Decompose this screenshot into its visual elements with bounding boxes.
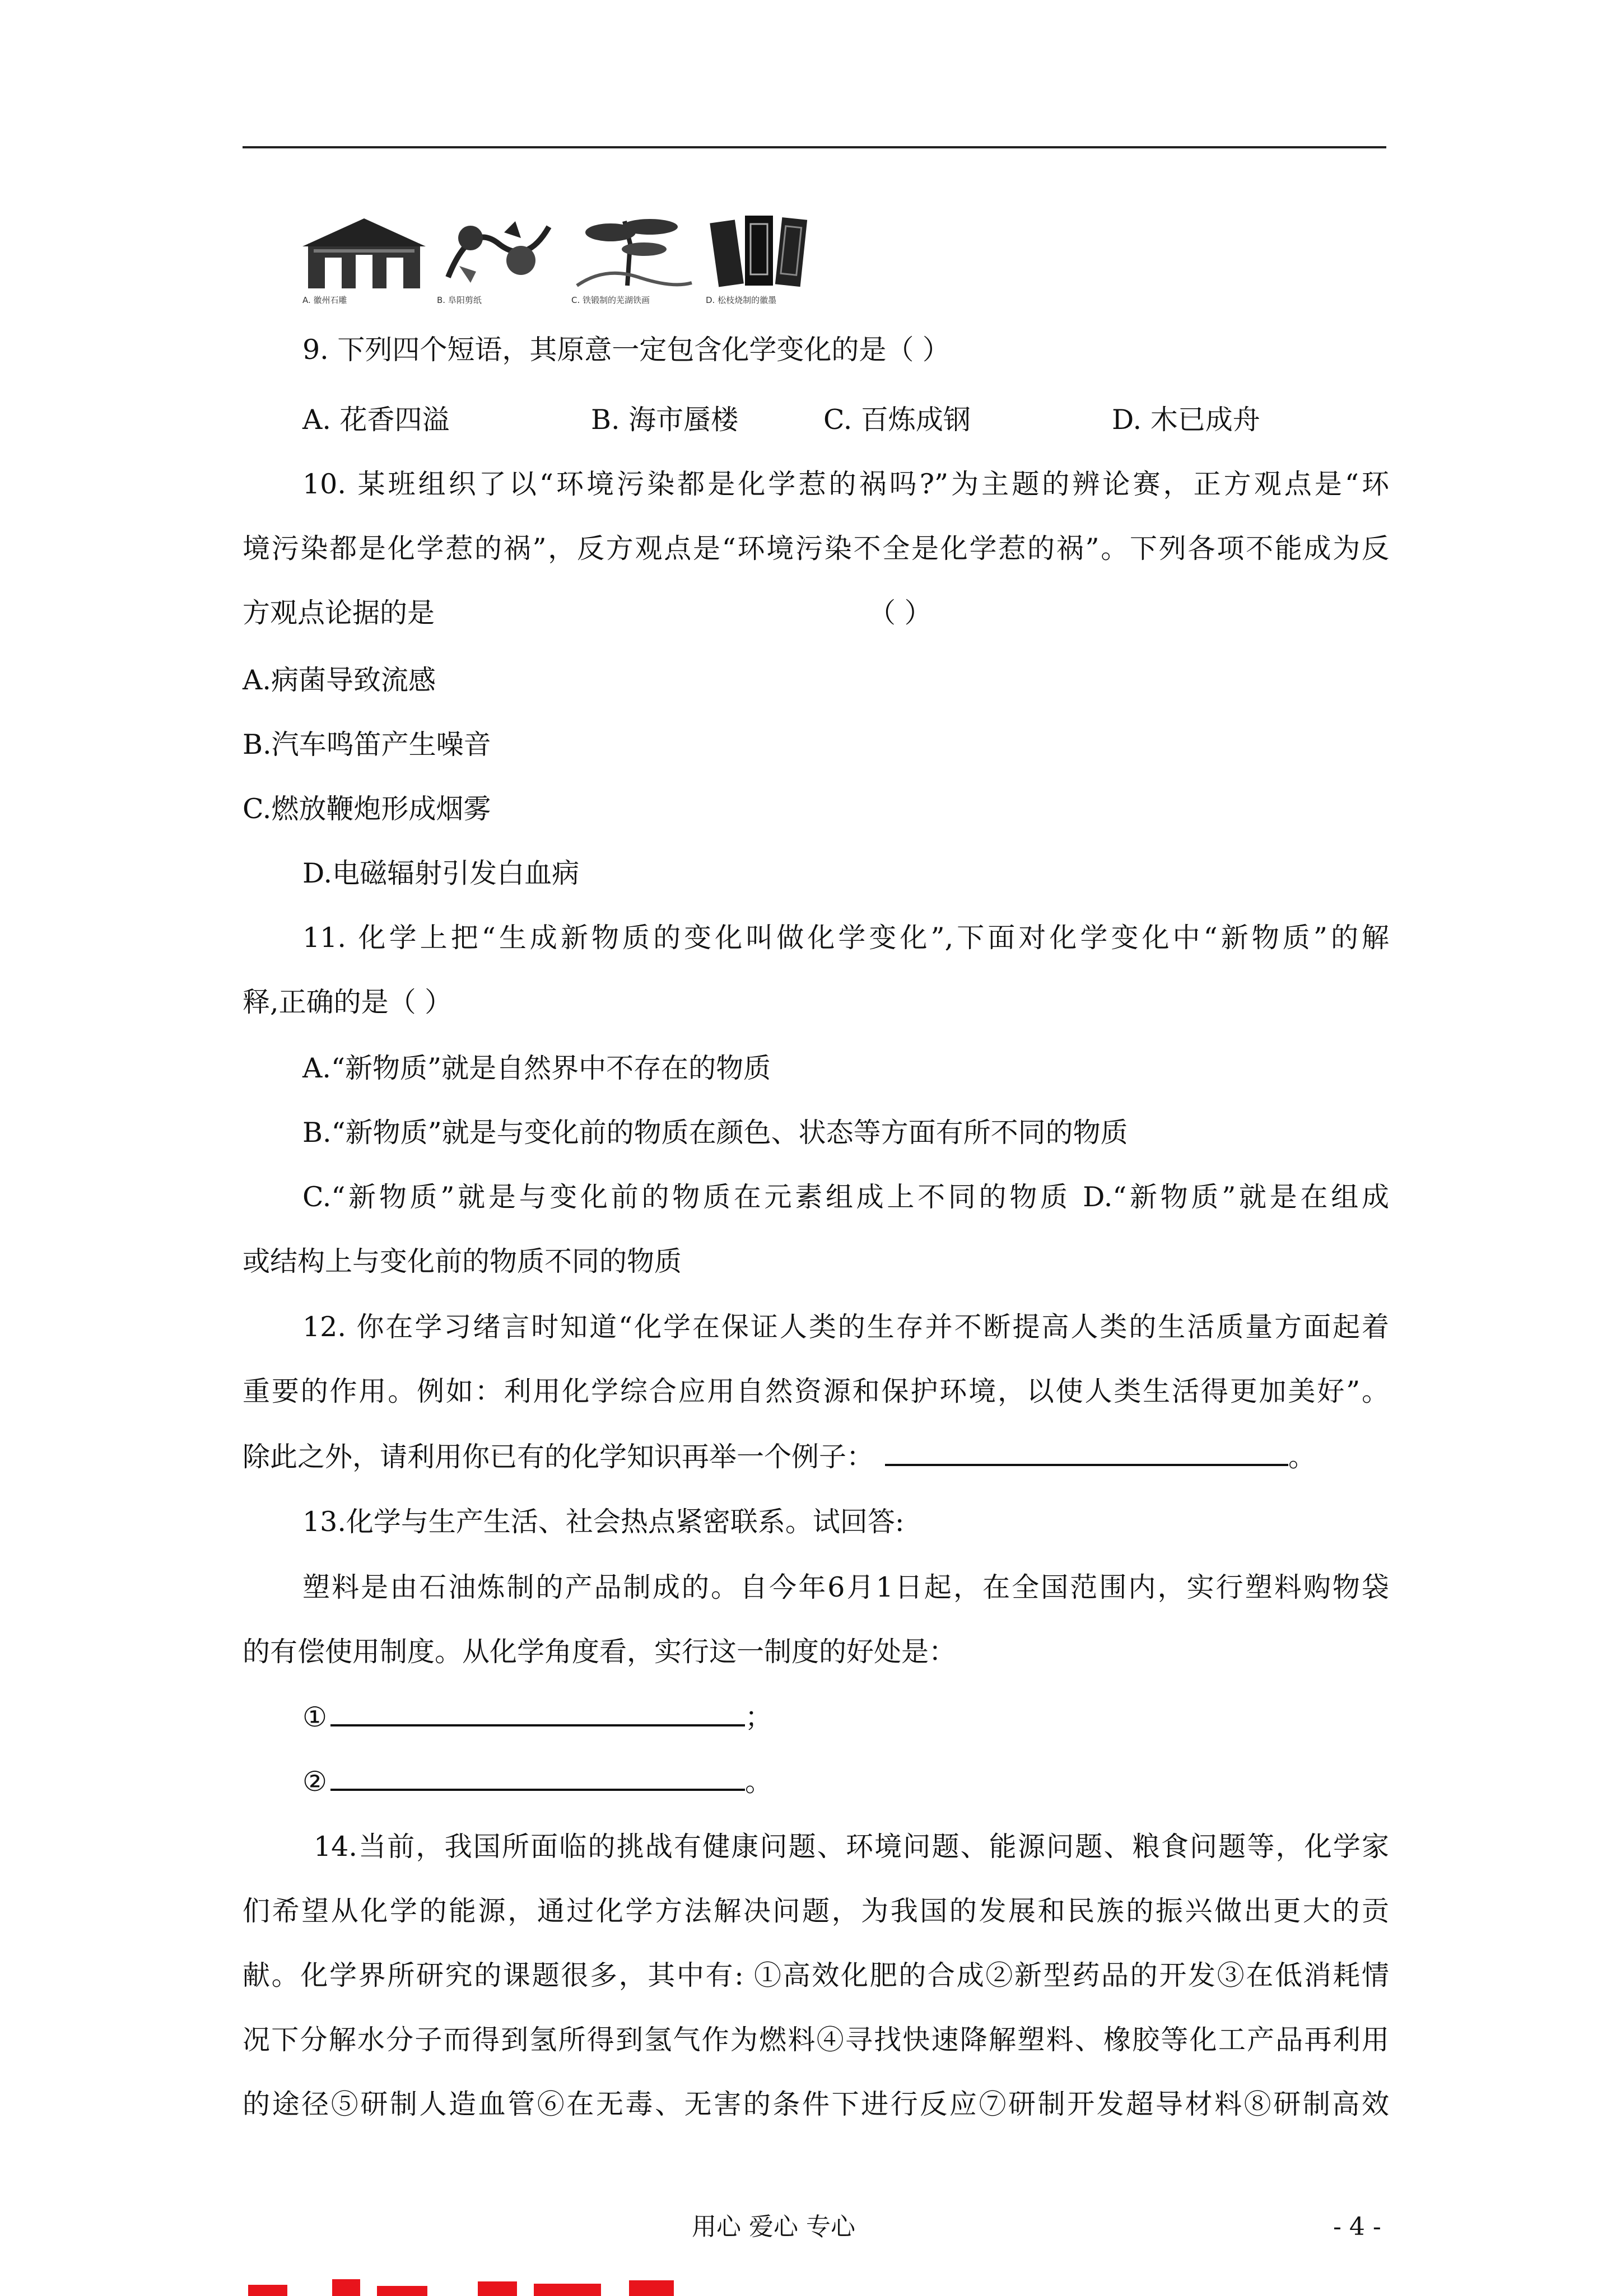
q13-mark-1: ① (302, 1701, 327, 1733)
figure-caption: A. 徽州石雕 (302, 295, 347, 305)
question-14-line-5: 的途径⑤研制人造血管⑥在无毒、无害的条件下进行反应⑦研制开发超导材料⑧研制高效 (243, 2088, 1389, 2120)
question-10-answer-bracket: （ ） (868, 597, 932, 629)
question-14-line-1: 14.当前，我国所面临的挑战有健康问题、环境问题、能源问题、粮食问题等，化学家 (314, 1831, 1389, 1863)
question-14-line-3: 献。化学界所研究的课题很多，其中有: ①高效化肥的合成②新型药品的开发③在低消耗情 (243, 1959, 1389, 1991)
q11-option-c-d: C.“新物质”就是与变化前的物质在元素组成上不同的物质 D.“新物质”就是在组成 (302, 1181, 1389, 1213)
figure-a (302, 210, 426, 311)
figure-d (706, 210, 829, 311)
question-11-line-1: 11. 化学上把“生成新物质的变化叫做化学变化”,下面对化学变化中“新物质”的解 (302, 922, 1389, 954)
q13-answer-2 (302, 1764, 772, 1799)
header-rule (243, 146, 1386, 148)
q11-option-a: A.“新物质”就是自然界中不存在的物质 (302, 1052, 771, 1084)
question-10-line-3: 方观点论据的是 (243, 597, 435, 629)
q10-option-b: B.汽车鸣笛产生噪音 (243, 729, 491, 760)
q11-option-b: B.“新物质”就是与变化前的物质在颜色、状态等方面有所不同的物质 (302, 1117, 1128, 1149)
red-banner-fragment (243, 2274, 747, 2296)
q11-option-d-continued: 或结构上与变化前的物质不同的物质 (243, 1245, 682, 1277)
q9-option-d: D. 木已成舟 (1112, 404, 1260, 436)
figure-caption: C. 铁锻制的芜湖铁画 (571, 295, 650, 305)
footer-motto: 用心 爱心 专心 (692, 2213, 855, 2241)
question-11-line-2: 释,正确的是（ ） (243, 986, 453, 1018)
q13-answer-blank-2[interactable] (330, 1764, 745, 1791)
question-9-stem: 9. 下列四个短语，其原意一定包含化学变化的是（ ） (302, 334, 950, 366)
figure-b (437, 210, 560, 311)
q12-answer-blank[interactable] (885, 1439, 1288, 1466)
q9-option-a: A. 花香四溢 (302, 404, 450, 436)
figure-caption: D. 松枝烧制的徽墨 (706, 295, 777, 305)
figure-c (571, 210, 695, 311)
q13-answer-blank-1[interactable] (330, 1700, 745, 1726)
q9-option-b: B. 海市蜃楼 (591, 404, 739, 436)
question-13-line-1: 13.化学与生产生活、社会热点紧密联系。试回答: (302, 1506, 905, 1538)
figure-row (302, 210, 840, 311)
red-banner-graphic (243, 2274, 747, 2296)
q13-mark-2: ② (302, 1766, 327, 1798)
question-13-line-3: 的有偿使用制度。从化学角度看，实行这一制度的好处是： (243, 1636, 957, 1668)
figure-caption: B. 阜阳剪纸 (437, 295, 482, 305)
q12-prompt: 除此之外，请利用你已有的化学知识再举一个例子： (243, 1441, 874, 1473)
q9-option-c: C. 百炼成钢 (823, 404, 971, 436)
q13-answer-1 (302, 1700, 772, 1734)
iron-painting-icon (571, 210, 695, 288)
question-14-line-2: 们希望从化学的能源，通过化学方法解决问题，为我国的发展和民族的振兴做出更大的贡 (243, 1895, 1389, 1927)
stone-carving-icon (302, 210, 426, 288)
paper-cut-icon (437, 210, 560, 288)
question-13-line-2: 塑料是由石油炼制的产品制成的。自今年6月1日起，在全国范围内，实行塑料购物袋 (302, 1571, 1389, 1603)
question-12-line-1: 12. 你在学习绪言时知道“化学在保证人类的生存并不断提高人类的生活质量方面起着 (302, 1311, 1389, 1343)
ink-stick-icon (706, 210, 829, 288)
q10-option-a: A.病菌导致流感 (243, 664, 436, 696)
question-10-line-2: 境污染都是化学惹的祸”，反方观点是“环境污染不全是化学惹的祸”。下列各项不能成为反 (243, 533, 1389, 564)
q13-end-2: 。 (744, 1766, 772, 1798)
question-10-line-1: 10. 某班组织了以“环境污染都是化学惹的祸吗?”为主题的辨论赛，正方观点是“环 (302, 468, 1389, 500)
page-number: - 4 - (1333, 2213, 1381, 2241)
question-12-line-3 (243, 1439, 1316, 1474)
q10-option-c: C.燃放鞭炮形成烟雾 (243, 793, 491, 825)
q10-option-d: D.电磁辐射引发白血病 (302, 857, 580, 889)
question-12-line-2: 重要的作用。例如：利用化学综合应用自然资源和保护环境，以使人类生活得更加美好”。 (243, 1375, 1389, 1407)
q13-end-1: ； (744, 1701, 772, 1733)
question-14-line-4: 况下分解水分子而得到氢所得到氢气作为燃料④寻找快速降解塑料、橡胶等化工产品再利用 (243, 2024, 1389, 2056)
q12-end-mark: 。 (1288, 1441, 1316, 1473)
